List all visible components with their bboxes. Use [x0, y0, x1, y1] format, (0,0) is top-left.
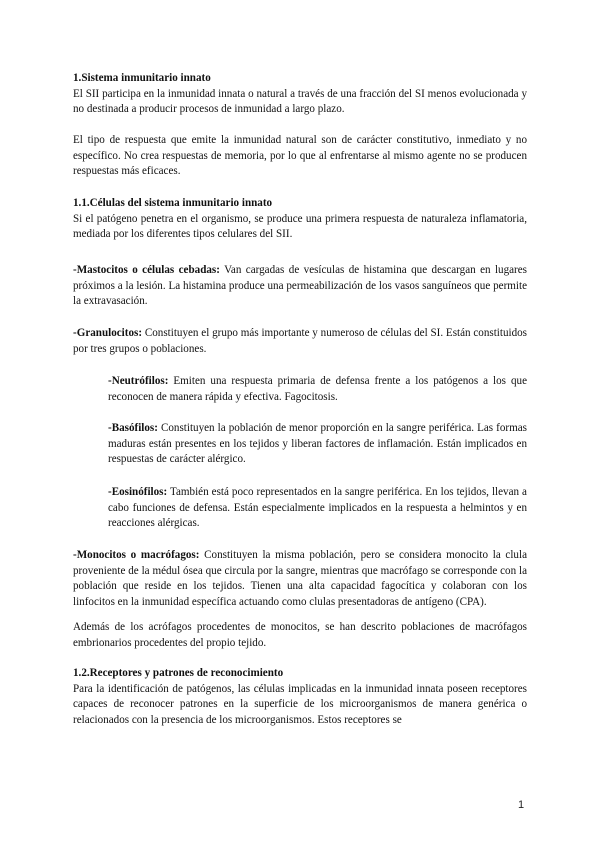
paragraph: Si el patógeno penetra en el organismo, se produce una primera respuesta de naturaleza inflamatoria, mediada por los diferentes tipos celulares del SII.: [73, 212, 527, 241]
term-text: Constituyen la población de menor proporción en la sangre periférica. Las formas maduras están presentes en los tejidos y liberan factores de inflamación. Están implicados en respuestas de carácter alérgico.: [108, 422, 527, 466]
term-label: -Mastocitos o células cebadas:: [73, 264, 220, 276]
paragraph: El tipo de respuesta que emite la inmunidad natural son de carácter constitutivo, inmediato y no específico. No crea respuestas de memoria, por lo que al enfrentarse al mismo agente no se producen respuestas más eficaces.: [73, 134, 527, 178]
paragraph: Además de los acrófagos procedentes de monocitos, se han descrito poblaciones de macrófagos embrionarios procedentes del propio tejido.: [73, 621, 527, 649]
section-1: [73, 71, 527, 118]
term-label: -Monocitos o macrófagos:: [73, 549, 200, 561]
monocitos-paragraph: [73, 548, 527, 611]
section-1-2: [73, 666, 527, 729]
granulocitos-paragraph: [73, 326, 527, 357]
term-text: Constituyen el grupo más importante y numeroso de células del SI. Están constituidos por tres grupos o poblaciones.: [73, 327, 527, 355]
term-label: -Basófilos:: [108, 422, 158, 434]
term-text: Emiten una respuesta primaria de defensa frente a los patógenos a los que reconocen de manera rápida y efectiva. Fagocitosis.: [108, 375, 527, 403]
term-label: -Neutrófilos:: [108, 375, 169, 387]
term-text: Van cargadas de vesículas de histamina que descargan en lugares próximos a la lesión. La histamina produce una permeabilización de los vasos sanguíneos que permite la extravasación.: [73, 264, 527, 308]
section-heading: 1.2.Receptores y patrones de reconocimiento: [73, 667, 284, 679]
paragraph: Para la identificación de patógenos, las células implicadas en la inmunidad innata poseen receptores capaces de reconocer patrones en la superficie de los microorganismos de manera genérica o relacionados con la presencia de los microorganismos. Estos receptores se: [73, 682, 527, 727]
eosinofilos-paragraph: [108, 485, 527, 532]
paragraph-block: [73, 620, 527, 651]
term-label: -Granulocitos:: [73, 327, 143, 339]
basofilos-paragraph: [108, 421, 527, 468]
term-text: Constituyen la misma población, pero se considera monocito la clula proveniente de la médul ósea que circula por la sangre, mientras que macrófago se corresponde con la población que reside en los tejidos. Tienen una alta capacidad fagocítica y colaboran con los linfocitos en la inmunidad específica actuando como clulas presentadoras de antígeno (CPA).: [73, 549, 527, 609]
paragraph-block: [73, 133, 527, 180]
neutrofilos-paragraph: [108, 374, 527, 405]
section-1-1: [73, 196, 527, 243]
term-label: -Eosinófilos:: [108, 486, 168, 498]
page-number: 1: [518, 799, 525, 811]
section-heading: 1.Sistema inmunitario innato: [73, 72, 211, 84]
term-text: También está poco representados en la sangre periférica. En los tejidos, llevan a cabo funciones de defensa. Están especialmente implicados en la respuesta a helmintos y en reacciones alérgicas.: [108, 486, 527, 530]
paragraph: El SII participa en la inmunidad innata o natural a través de una fracción del SI menos evolucionada y no destinada a producir procesos de inmunidad a largo plazo.: [73, 87, 527, 116]
mastocitos-paragraph: [73, 263, 527, 310]
section-heading: 1.1.Células del sistema inmunitario innato: [73, 197, 273, 209]
